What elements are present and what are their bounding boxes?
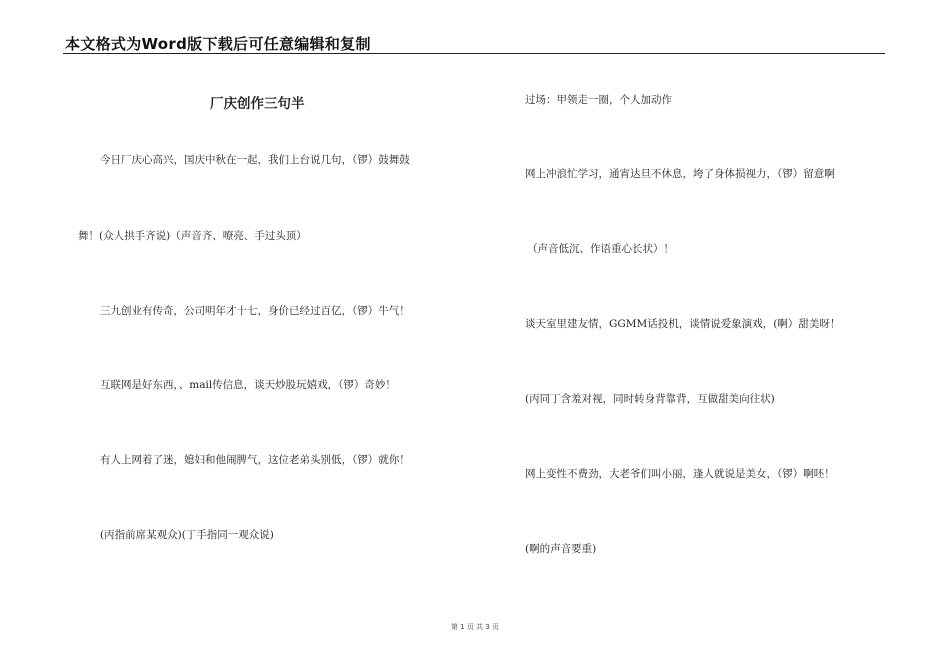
paragraph: 网上冲浪忙学习，通宵达旦不休息，垮了身体损视力，（锣）留意啊 bbox=[525, 168, 835, 180]
paragraph: 网上变性不费劲，大老爷们叫小丽，逢人就说是美女，（锣）啊呸！ bbox=[525, 468, 835, 480]
right-column bbox=[475, 0, 950, 672]
paragraph: 谈天室里建友情，GGMM话投机，谈情说爱象演戏，(啊）甜美呀！ bbox=[525, 318, 841, 330]
paragraph: 舞！(众人拱手齐说)（声音齐、嘹亮、手过头顶） bbox=[78, 230, 307, 242]
paragraph: 今日厂庆心高兴，国庆中秋在一起，我们上台说几句，（锣）鼓舞鼓 bbox=[100, 154, 410, 166]
document-title: 厂庆创作三句半 bbox=[210, 96, 305, 112]
document-banner: 本文格式为Word版下载后可任意编辑和复制 bbox=[65, 35, 371, 53]
paragraph: 过场：甲领走一圈，个人加动作 bbox=[525, 94, 672, 106]
paragraph: (丙指前席某观众)(丁手指同一观众说) bbox=[100, 529, 274, 541]
paragraph: 三九创业有传奇，公司明年才十七，身价已经过百亿，（锣）牛气！ bbox=[100, 305, 410, 317]
page-number: 第 1 页 共 3 页 bbox=[450, 623, 500, 631]
paragraph: （声音低沉、作语重心长状）！ bbox=[527, 243, 674, 255]
paragraph: 有人上网着了迷，媳妇和他闹脾气，这位老弟头别低，（锣）就你！ bbox=[100, 454, 410, 466]
paragraph: (啊的声音要重) bbox=[525, 543, 597, 555]
paragraph: (丙同丁含羞对视，同时转身背靠背，互做甜美向往状) bbox=[525, 393, 775, 405]
paragraph: 互联网是好东西，、mail传信息，谈天炒股玩嬉戏，（锣）奇妙！ bbox=[100, 379, 396, 391]
